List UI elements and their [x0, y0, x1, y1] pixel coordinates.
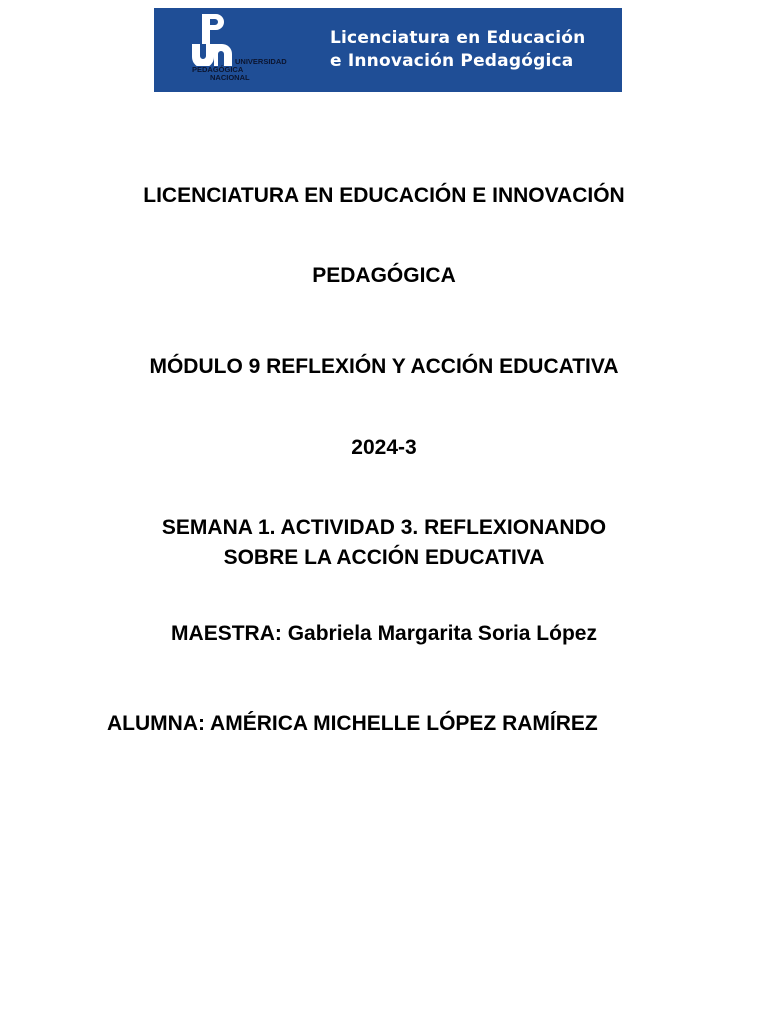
teacher-name: MAESTRA: Gabriela Margarita Soria López [171, 622, 597, 645]
module-title: MÓDULO 9 REFLEXIÓN Y ACCIÓN EDUCATIVA [149, 355, 619, 378]
student-name: ALUMNA: AMÉRICA MICHELLE LÓPEZ RAMÍREZ [107, 712, 598, 735]
activity-title-line2: SOBRE LA ACCIÓN EDUCATIVA [223, 546, 545, 569]
header-banner [154, 8, 622, 92]
banner-title [330, 27, 585, 73]
banner-title-line1: Licenciatura en Educación [330, 28, 586, 48]
activity-title-line1: SEMANA 1. ACTIVIDAD 3. REFLEXIONANDO [161, 516, 607, 539]
logo-wordmark [192, 58, 287, 82]
program-title-line2: PEDAGÓGICA [312, 264, 456, 287]
period: 2024-3 [351, 436, 417, 459]
logo-line-nacional: NACIONAL [210, 73, 250, 82]
banner-title-line2: e Innovación Pedagógica [330, 51, 574, 71]
logo-line-universidad: UNIVERSIDAD [235, 57, 287, 66]
logo-line-pedagogica: PEDAGÓGICA [192, 65, 244, 74]
program-title-line1: LICENCIATURA EN EDUCACIÓN E INNOVACIÓN [143, 184, 625, 207]
